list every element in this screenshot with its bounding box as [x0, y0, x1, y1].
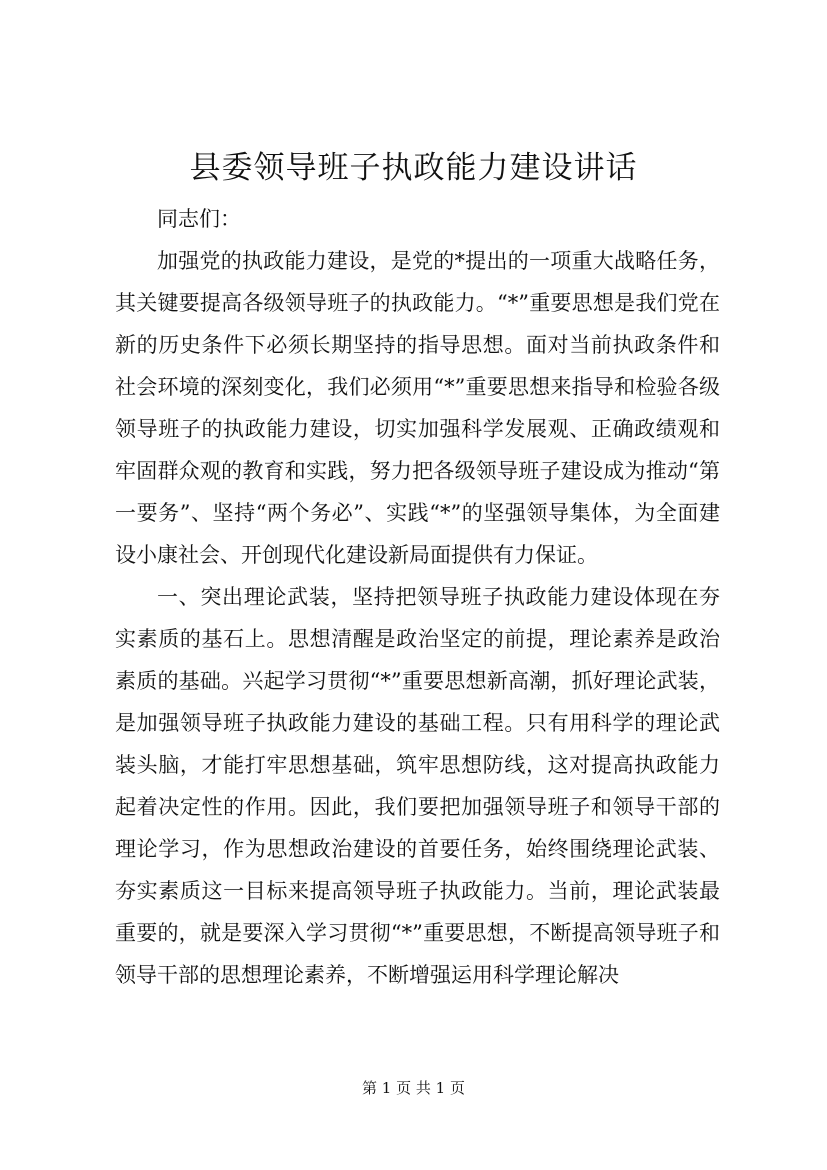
paragraph-section-one: 一、突出理论武装，坚持把领导班子执政能力建设体现在夯实素质的基石上。思想清醒是政治坚定的前提，理论素养是政治素质的基础。兴起学习贯彻“*”重要思想新高潮，抓好理论武装，是加强领导班子执政能力建设的基础工程。只有用科学的理论武装头脑，才能打牢思想基础，筑牢思想防线，这对提高执政能力起着决定性的作用。因此，我们要把加强领导班子和领导干部的理论学习，作为思想政治建设的首要任务，始终围绕理论武装、夯实素质这一目标来提高领导班子执政能力。当前，理论武装最重要的，就是要深入学习贯彻“*”重要思想，不断提高领导班子和领导干部的思想理论素养，不断增强运用科学理论解决: [115, 585, 720, 987]
document-body: [115, 198, 720, 996]
paragraph-intro: 加强党的执政能力建设，是党的*提出的一项重大战略任务，其关键要提高各级领导班子的执政能力。“*”重要思想是我们党在新的历史条件下必须长期坚持的指导思想。面对当前执政条件和社会环境的深刻变化，我们必须用“*”重要思想来指导和检验各级领导班子的执政能力建设，切实加强科学发展观、正确政绩观和牢固群众观的教育和实践，努力把各级领导班子建设成为推动“第一要务”、坚持“两个务必”、实践“*”的坚强领导集体，为全面建设小康社会、开创现代化建设新局面提供有力保证。: [115, 249, 720, 567]
page-footer: 第 1 页 共 1 页: [362, 1079, 465, 1097]
greeting: 同志们：: [157, 207, 241, 231]
document-title: 县委领导班子执政能力建设讲话: [189, 150, 638, 186]
